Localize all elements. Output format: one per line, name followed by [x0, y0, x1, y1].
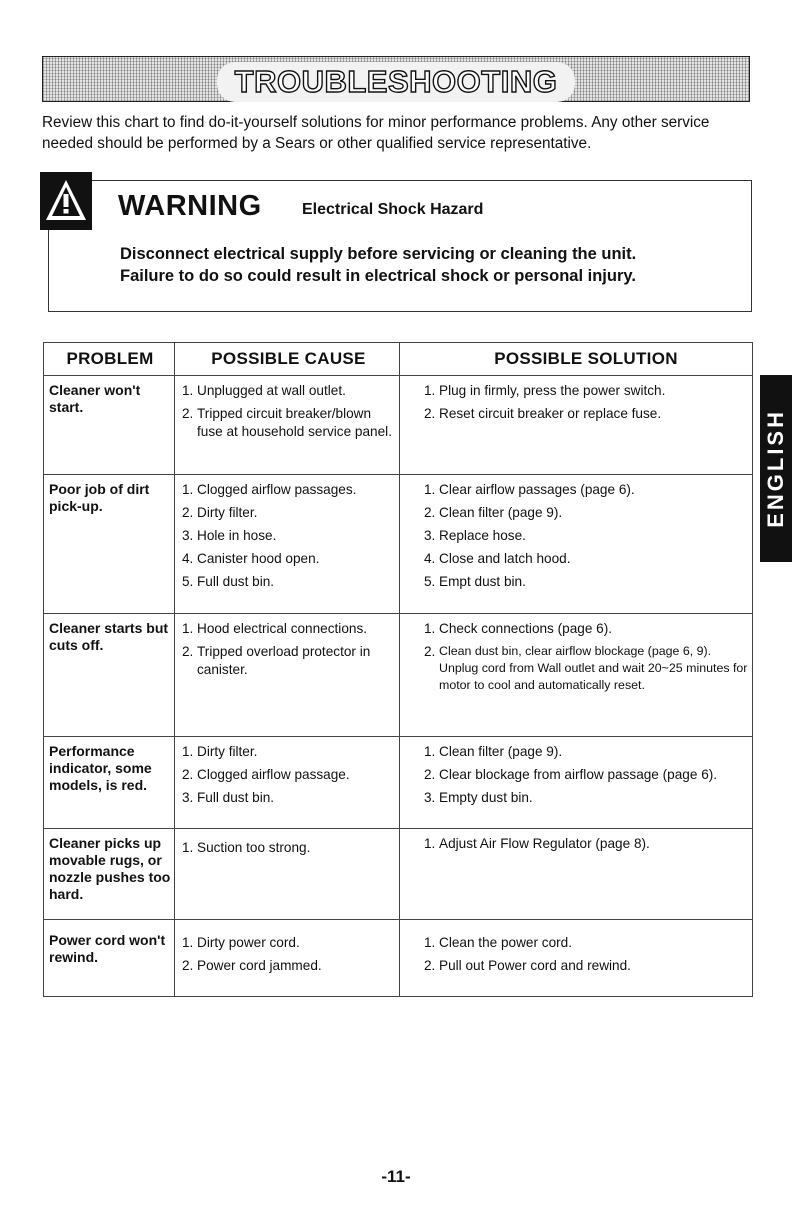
table-row [44, 475, 753, 614]
solution-item: 2. Pull out Power cord and rewind. [424, 958, 631, 973]
solution-item: 1. Clear airflow passages (page 6). [424, 482, 635, 497]
cause-item: 1. Dirty power cord. [182, 935, 300, 950]
problem-text: Cleaner picks up movable rugs, or nozzle pushes too hard. [49, 835, 171, 902]
table-row [44, 920, 753, 997]
cause-item: 1. Unplugged at wall outlet. [182, 383, 346, 398]
cause-item: 4. Canister hood open. [182, 551, 320, 566]
cause-item: 5. Full dust bin. [182, 574, 275, 589]
problem-cell [44, 376, 175, 475]
solution-item: 3. Empty dust bin. [424, 790, 533, 805]
cause-item: 3. Full dust bin. [182, 790, 275, 805]
cause-cell [175, 376, 400, 475]
problem-text: Performance indicator, some models, is red. [49, 743, 152, 793]
solution-item: 1. Adjust Air Flow Regulator (page 8). [424, 836, 650, 851]
cause-item: 2. Dirty filter. [182, 505, 258, 520]
solution-item: 5. Empt dust bin. [424, 574, 526, 589]
header-solution: POSSIBLE SOLUTION [400, 343, 753, 376]
cause-item: 2. Tripped overload protector in canister. [182, 644, 371, 677]
solution-item: 2. Clean dust bin, clear airflow blockage (page 6, 9). Unplug cord from Wall outlet and wait 20~25 minutes for motor to cool and automatically reset. [424, 644, 748, 692]
warning-line-2: Failure to do so could result in electrical shock or personal injury. [120, 267, 636, 285]
problem-text: Power cord won't rewind. [49, 932, 166, 965]
solution-item: 4. Close and latch hood. [424, 551, 571, 566]
troubleshooting-table [43, 342, 753, 997]
header-problem: PROBLEM [44, 343, 175, 376]
solution-item: 2. Clear blockage from airflow passage (page 6). [424, 767, 718, 782]
solution-item: 1. Clean the power cord. [424, 935, 572, 950]
problem-cell [44, 829, 175, 920]
solution-item: 2. Reset circuit breaker or replace fuse. [424, 406, 662, 421]
intro-text: Review this chart to find do-it-yourself solutions for minor performance problems. Any other service needed should be performed by a Sears or other qualified service representative. [42, 114, 710, 152]
cause-cell [175, 829, 400, 920]
cause-item: 1. Clogged airflow passages. [182, 482, 357, 497]
title-banner [42, 56, 750, 102]
cause-item: 1. Dirty filter. [182, 744, 258, 759]
warning-icon [40, 172, 92, 230]
cause-item: 3. Hole in hose. [182, 528, 277, 543]
solution-item: 1. Clean filter (page 9). [424, 744, 563, 759]
language-tab-label: ENGLISH [763, 409, 788, 528]
cause-item: 1. Hood electrical connections. [182, 621, 368, 636]
header-cause: POSSIBLE CAUSE [175, 343, 400, 376]
problem-cell [44, 614, 175, 737]
table-row [44, 737, 753, 829]
solution-item: 2. Clean filter (page 9). [424, 505, 563, 520]
warning-line-1: Disconnect electrical supply before servicing or cleaning the unit. [120, 245, 637, 263]
page-title: TROUBLESHOOTING [234, 64, 558, 99]
solution-item: 1. Check connections (page 6). [424, 621, 613, 636]
table-row [44, 614, 753, 737]
solution-item: 1. Plug in firmly, press the power switch. [424, 383, 666, 398]
page-number: -11- [381, 1167, 411, 1186]
problem-text: Poor job of dirt pick-up. [49, 481, 150, 514]
solution-cell [400, 829, 753, 920]
cause-cell [175, 475, 400, 614]
solution-cell [400, 737, 753, 829]
problem-text: Cleaner won't start. [49, 382, 141, 415]
table-row [44, 376, 753, 475]
table-header-row [44, 343, 753, 376]
cause-cell [175, 614, 400, 737]
solution-cell [400, 614, 753, 737]
cause-item: 2. Power cord jammed. [182, 958, 322, 973]
problem-cell [44, 920, 175, 997]
title-pill [217, 62, 576, 102]
cause-item: 1. Suction too strong. [182, 840, 311, 855]
cause-cell [175, 737, 400, 829]
cause-cell [175, 920, 400, 997]
solution-cell [400, 920, 753, 997]
solution-cell [400, 475, 753, 614]
problem-cell [44, 475, 175, 614]
language-tab [760, 375, 792, 562]
cause-item: 2. Clogged airflow passage. [182, 767, 350, 782]
warning-heading: WARNING [118, 190, 262, 222]
solution-item: 3. Replace hose. [424, 528, 526, 543]
solution-cell [400, 376, 753, 475]
problem-cell [44, 737, 175, 829]
table-row [44, 829, 753, 920]
problem-text: Cleaner starts but cuts off. [49, 620, 169, 653]
cause-item: 2. Tripped circuit breaker/blown fuse at household service panel. [182, 406, 392, 439]
warning-subtitle: Electrical Shock Hazard [302, 201, 484, 218]
